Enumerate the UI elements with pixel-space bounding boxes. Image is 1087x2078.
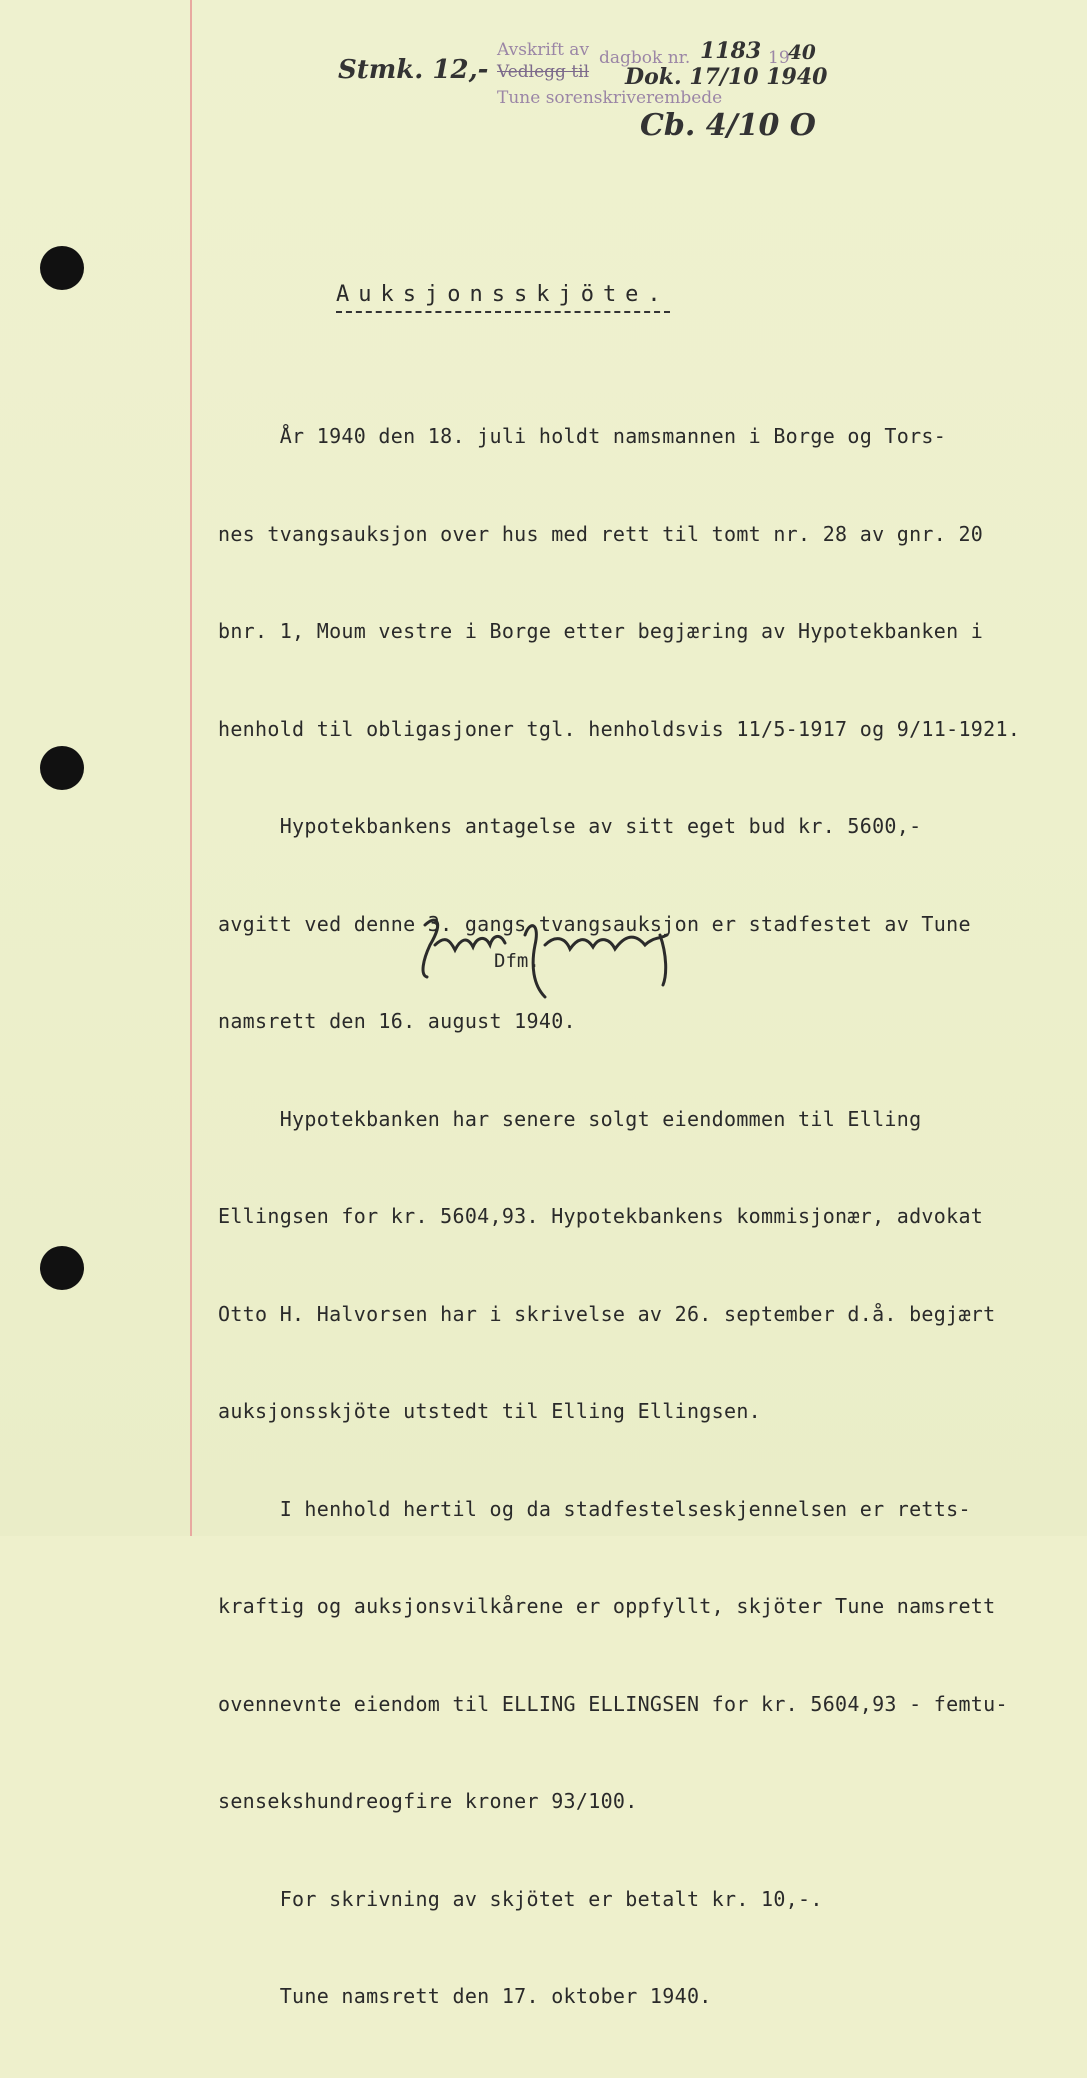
body-line: auksjonsskjöte utstedt til Elling Ellingsen.: [218, 1399, 762, 1423]
signature-title: Dfm.: [494, 950, 540, 972]
red-margin-line: [190, 0, 192, 1536]
punch-hole-middle: [40, 746, 84, 790]
handwritten-initials: Cb. 4/10 O: [640, 108, 816, 143]
handwritten-signature: [405, 905, 685, 1005]
body-line: namsrett den 16. august 1940.: [218, 1009, 576, 1033]
body-line: henhold til obligasjoner tgl. henholdsvis 11/5-1917 og 9/11-1921.: [218, 716, 1021, 741]
body-line: Hypotekbanken har senere solgt eiendommen til Elling: [218, 1106, 922, 1131]
body-line: bnr. 1, Moum vestre i Borge etter begjæring av Hypotekbanken i: [218, 619, 984, 643]
stamp-vedlegg-struck: Vedlegg til: [497, 62, 590, 82]
body-line: For skrivning av skjötet er betalt kr. 10,-.: [218, 1886, 823, 1911]
stamp-tune-sorenskriverembede: Tune sorenskriverembede: [497, 88, 723, 108]
stamp-avskrift: Avskrift av: [497, 40, 590, 60]
document-title: Auksjonsskjöte.: [336, 282, 670, 313]
body-line: År 1940 den 18. juli holdt namsmannen i Borge og Tors-: [218, 424, 947, 448]
body-line: avgitt ved denne 3. gangs tvangsauksjon er stadfestet av Tune: [218, 911, 971, 936]
year-handwritten: 40: [788, 40, 816, 64]
stamp-year-prefix: 19: [768, 48, 790, 68]
handwritten-stamp-fee: Stmk. 12,-: [338, 55, 489, 85]
body-line: nes tvangsauksjon over hus med rett til tomt nr. 28 av gnr. 20: [218, 521, 984, 546]
punch-hole-bottom: [40, 1246, 84, 1290]
body-line: ovennevnte eiendom til ELLING ELLINGSEN for kr. 5604,93 - femtu-: [218, 1691, 1008, 1716]
punch-hole-top: [40, 246, 84, 290]
stamp-dagbok-label: dagbok nr.: [599, 48, 691, 68]
document-body: [218, 355, 1048, 2078]
body-line: Tune namsrett den 17. oktober 1940.: [218, 1984, 712, 2008]
body-line: sensekshundreogfire kroner 93/100.: [218, 1789, 638, 1813]
body-line: Hypotekbankens antagelse av sitt eget bud kr. 5600,-: [218, 814, 922, 838]
handwritten-date-note: Dok. 17/10 1940: [625, 64, 828, 90]
body-line: Otto H. Halvorsen har i skrivelse av 26. september d.å. begjært: [218, 1301, 996, 1326]
body-line: I henhold hertil og da stadfestelseskjennelsen er retts-: [218, 1496, 971, 1521]
body-line: Ellingsen for kr. 5604,93. Hypotekbankens kommisjonær, advokat: [218, 1204, 984, 1228]
dagbok-number: 1183: [700, 38, 762, 64]
body-line: kraftig og auksjonsvilkårene er oppfyllt, skjöter Tune namsrett: [218, 1594, 996, 1618]
